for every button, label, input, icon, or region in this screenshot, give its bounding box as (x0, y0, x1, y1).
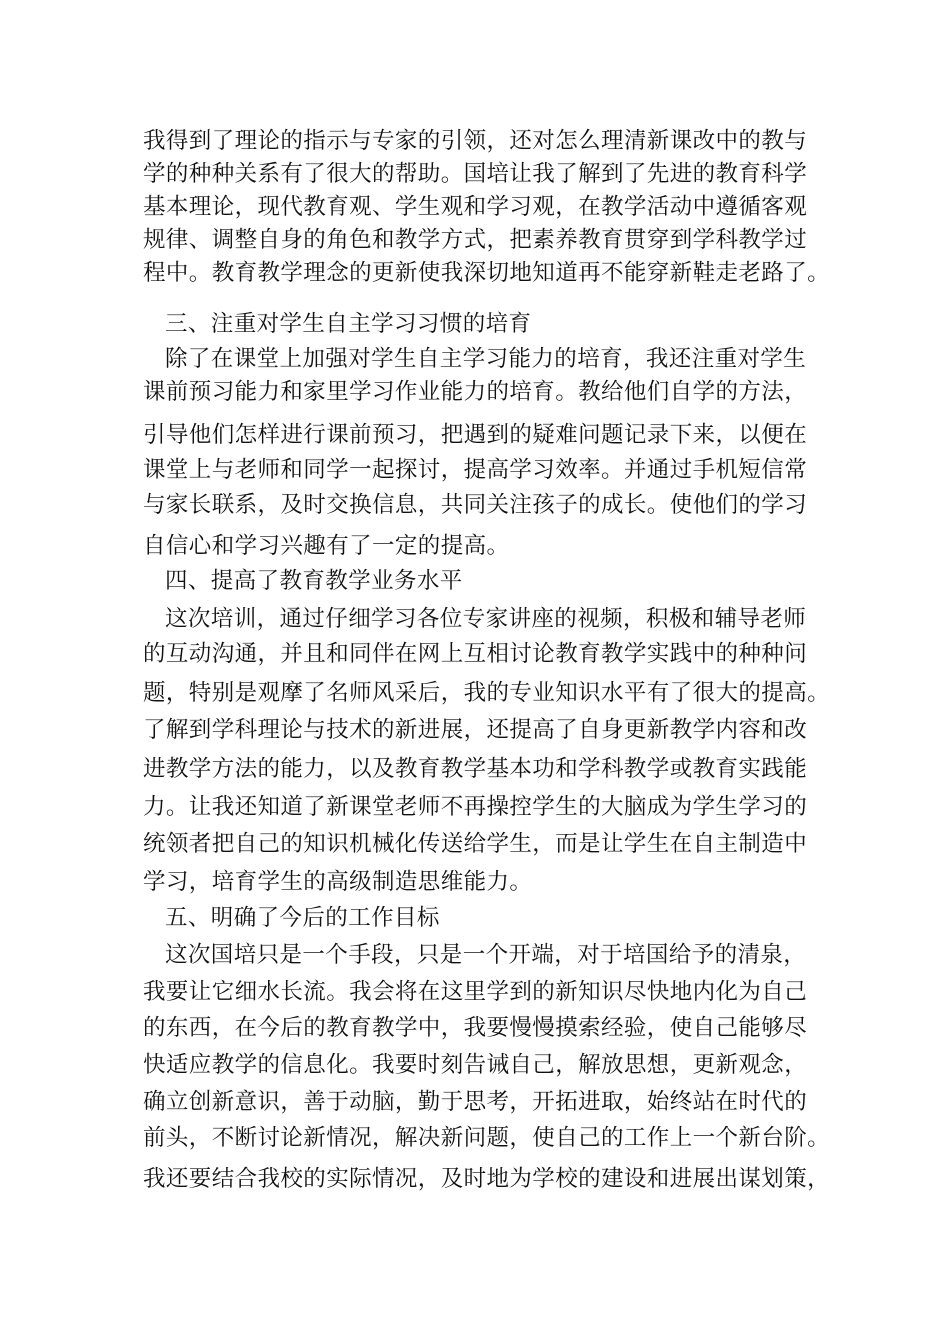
text-line: 的互动沟通，并且和同伴在网上互相讨论教育教学实践中的种种问 (143, 641, 808, 667)
paragraph-first-line: 除了在课堂上加强对学生自主学习能力的培育，我还注重对学生 (165, 346, 807, 372)
text-line: 我还要结合我校的实际情况，及时地为学校的建设和进展出谋划策， (143, 1166, 831, 1192)
text-line: 规律、调整自身的角色和教学方式，把素养教育贯穿到学科教学过 (143, 227, 808, 253)
text-line: 题，特别是观摩了名师风采后，我的专业知识水平有了很大的提高。 (143, 680, 831, 706)
text-line: 我得到了理论的指示与专家的引领，还对怎么理清新课改中的教与 (143, 128, 808, 154)
text-line: 进教学方法的能力，以及教育教学基本功和学科教学或教育实践能 (143, 756, 808, 782)
paragraph-first-line: 这次国培只是一个手段，只是一个开端，对于培国给予的清泉， (165, 942, 807, 968)
section-heading-4: 四、提高了教育教学业务水平 (165, 568, 463, 594)
text-line: 引导他们怎样进行课前预习，把遇到的疑难问题记录下来，以便在 (143, 422, 808, 448)
section-heading-5: 五、明确了今后的工作目标 (165, 905, 440, 931)
text-line: 了解到学科理论与技术的新进展，还提高了自身更新教学内容和改 (143, 717, 808, 743)
text-line: 前头，不断讨论新情况，解决新问题，使自己的工作上一个新台阶。 (143, 1125, 831, 1151)
text-line: 学习，培育学生的高级制造思维能力。 (143, 869, 533, 895)
text-line: 学的种种关系有了很大的帮助。国培让我了解到了先进的教育科学 (143, 161, 808, 187)
text-line: 自信心和学习兴趣有了一定的提高。 (143, 533, 510, 559)
text-line: 统领者把自己的知识机械化传送给学生，而是让学生在自主制造中 (143, 831, 808, 857)
text-line: 我要让它细水长流。我会将在这里学到的新知识尽快地内化为自己 (143, 979, 808, 1005)
text-line: 基本理论，现代教育观、学生观和学习观，在教学活动中遵循客观 (143, 194, 808, 220)
text-line: 快适应教学的信息化。我要时刻告诫自己，解放思想，更新观念， (143, 1052, 808, 1078)
text-line: 课堂上与老师和同学一起探讨，提高学习效率。并通过手机短信常 (143, 457, 808, 483)
text-line: 力。让我还知道了新课堂老师不再操控学生的大脑成为学生学习的 (143, 794, 808, 820)
paragraph-first-line: 这次培训，通过仔细学习各位专家讲座的视频，积极和辅导老师 (165, 606, 807, 632)
text-line: 确立创新意识，善于动脑，勤于思考，开拓进取，始终站在时代的 (143, 1089, 808, 1115)
text-line: 的东西，在今后的教育教学中，我要慢慢摸索经验，使自己能够尽 (143, 1015, 808, 1041)
text-line: 课前预习能力和家里学习作业能力的培育。教给他们自学的方法， (143, 379, 808, 405)
text-line: 程中。教育教学理念的更新使我深切地知道再不能穿新鞋走老路了。 (143, 260, 831, 286)
text-line: 与家长联系，及时交换信息，共同关注孩子的成长。使他们的学习 (143, 492, 808, 518)
section-heading-3: 三、注重对学生自主学习习惯的培育 (165, 311, 532, 337)
